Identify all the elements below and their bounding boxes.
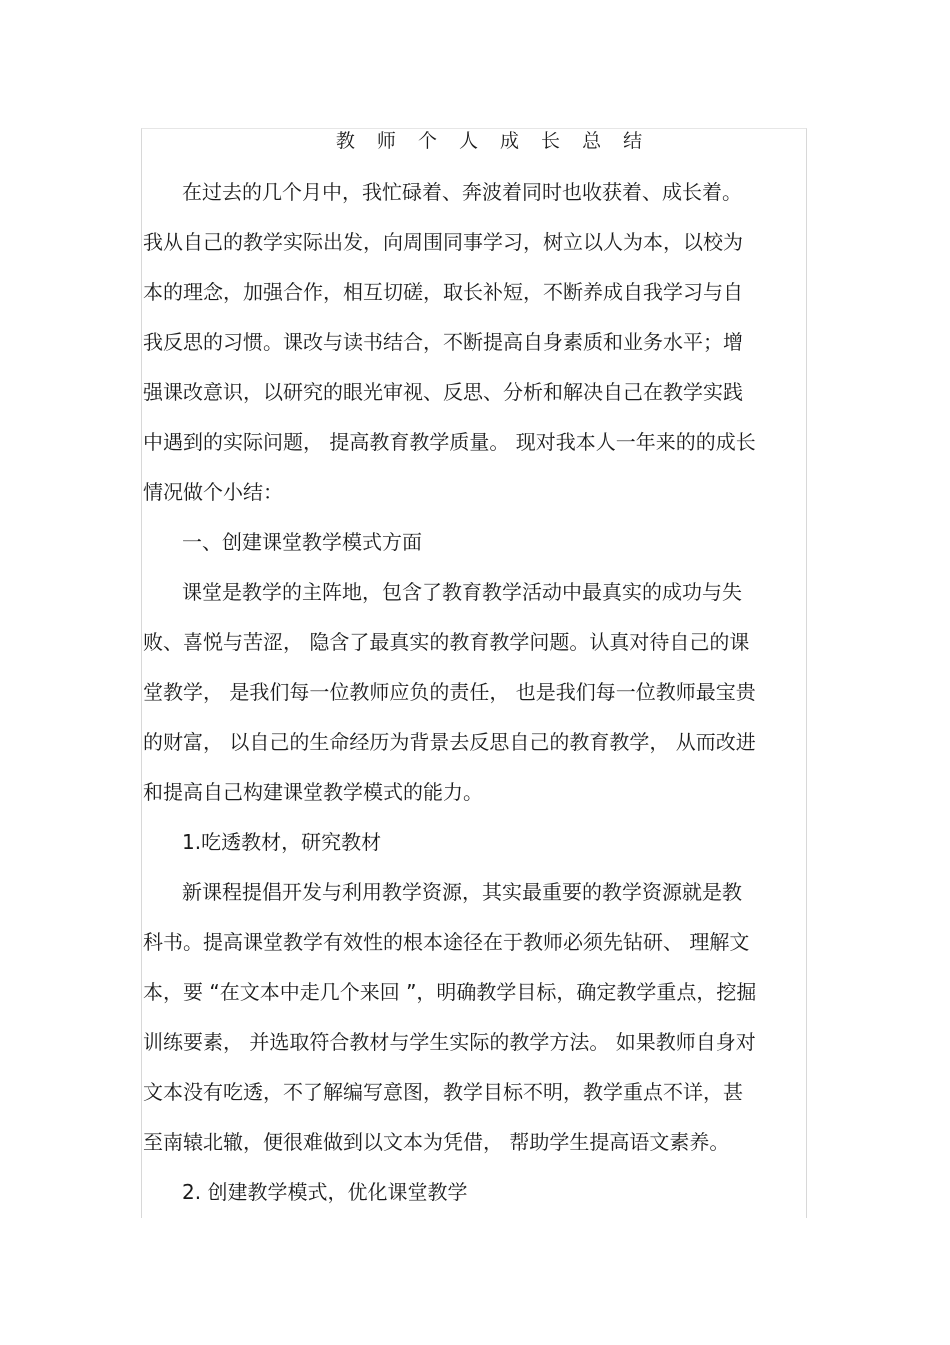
- subsection-heading: 2. 创建教学模式，优化课堂教学: [182, 1180, 468, 1204]
- paragraph-line: 本，要 “在文本中走几个来回 ”，明确教学目标，确定教学重点，挖掘: [143, 980, 757, 1004]
- section-heading: 一、创建课堂教学模式方面: [182, 530, 422, 554]
- document-title: 教 师 个 人 成 长 总 结: [335, 130, 651, 152]
- paragraph-line: 和提高自己构建课堂教学模式的能力。: [143, 780, 483, 804]
- paragraph-line: 文本没有吃透，不了解编写意图，教学目标不明，教学重点不详，甚: [143, 1080, 743, 1104]
- paragraph-line: 科书。提高课堂教学有效性的根本途径在于教师必须先钻研、 理解文: [143, 930, 750, 954]
- subsection-heading: 1.吃透教材，研究教材: [182, 830, 382, 854]
- paragraph-line: 堂教学， 是我们每一位教师应负的责任， 也是我们每一位教师最宝贵: [143, 680, 756, 704]
- paragraph-line: 我反思的习惯。课改与读书结合，不断提高自身素质和业务水平；增: [143, 330, 743, 354]
- paragraph-line: 训练要素， 并选取符合教材与学生实际的教学方法。 如果教师自身对: [143, 1030, 756, 1054]
- paragraph-line: 在过去的几个月中，我忙碌着、奔波着同时也收获着、成长着。: [182, 180, 742, 204]
- paragraph-line: 本的理念，加强合作，相互切磋，取长补短，不断养成自我学习与自: [143, 280, 743, 304]
- paragraph-line: 败、喜悦与苦涩， 隐含了最真实的教育教学问题。认真对待自己的课: [143, 630, 750, 654]
- paragraph-line: 的财富， 以自己的生命经历为背景去反思自己的教育教学， 从而改进: [143, 730, 756, 754]
- paragraph-line: 我从自己的教学实际出发，向周围同事学习，树立以人为本，以校为: [143, 230, 743, 254]
- paragraph-line: 中遇到的实际问题， 提高教育教学质量。 现对我本人一年来的的成长: [143, 430, 756, 454]
- paragraph-line: 至南辕北辙，便很难做到以文本为凭借， 帮助学生提高语文素养。: [143, 1130, 730, 1154]
- paragraph-line: 强课改意识，以研究的眼光审视、反思、分析和解决自己在教学实践: [143, 380, 743, 404]
- paragraph-line: 情况做个小结：: [143, 480, 283, 504]
- paragraph-line: 课堂是教学的主阵地，包含了教育教学活动中最真实的成功与失: [182, 580, 742, 604]
- paragraph-line: 新课程提倡开发与利用教学资源，其实最重要的教学资源就是教: [182, 880, 742, 904]
